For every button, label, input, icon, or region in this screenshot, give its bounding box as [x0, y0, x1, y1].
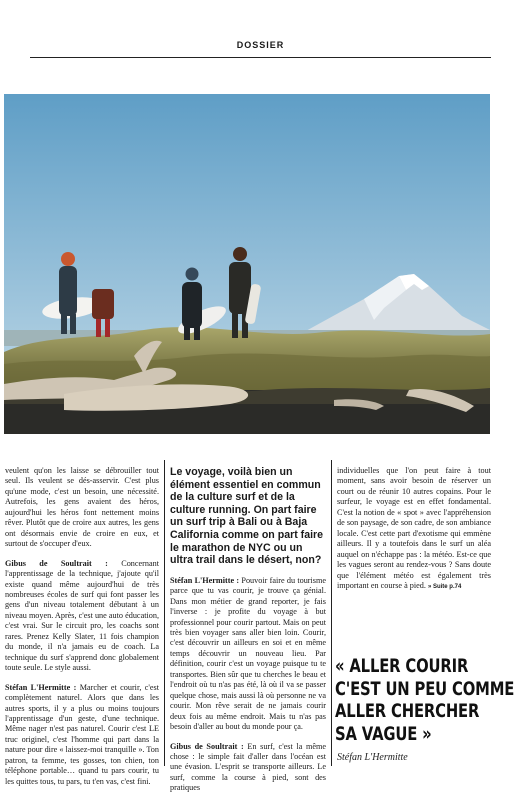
pull-quote: « ALLER COURIR C'EST UN PEU COMME ALLER CHERCHER SA VAGUE »	[335, 656, 515, 745]
column-rule	[164, 460, 165, 766]
paragraph-text: Pouvoir faire du tourisme parce que tu vas courir, je trouve ça génial. Dans mon métier de grand reporter, je fais l'inverse : je profite du voyage à but professionnel pour courir partout. Mais on peut très bien voyager sans aller bien loin. Courir, c'est découvrir un ailleurs en soi et en même temps découvrir un nouveau lieu. Par définition, courir c'est un voyage puisque tu te transportes. Bien sûr que tu cherches le beau et l'endroit où tu n'as pas été, là où il va se passer quelque chose, mais aussi là où personne ne va courir. Mon rêve serait de ne jamais courir deux fois au même endroit. Mais tu n'as pas besoin d'aller au bout du monde pour ça.	[170, 575, 326, 732]
speaker-name: Gibus de Soultrait :	[170, 741, 244, 751]
article-column-3	[337, 466, 491, 601]
surfers-beach-photo	[4, 94, 490, 434]
paragraph	[5, 683, 159, 788]
continued-link[interactable]: » Suite p.74	[427, 583, 462, 590]
paragraph-text: Concernant l'apprentissage de la technique, j'ajoute qu'il existe quand même aujourd'hui de très nombreuses écoles de surf qui font passer les gens d'un niveau totalement débutant à un niveau moyen. Après, c'est une auto éducation, c'est vrai. Sur le circuit pro, les coachs sont rares. Prenez Kelly Slater, 11 fois champion du monde, il n'a jamais eu de coach. La technique du surf s'apprend donc globalement toute seule. Le style aussi.	[5, 558, 159, 673]
pull-quote-author: Stéfan L'Hermitte	[337, 752, 408, 763]
speaker-name: Stéfan L'Hermitte :	[170, 575, 240, 585]
page-header	[30, 38, 491, 58]
paragraph: veulent qu'on les laisse se débrouiller tout seul. Ils veulent se dés-asservir. C'est plus qu'une mode, c'est un besoin, une nécessité. Autrefois, les gens avaient des héros, aujourd'hui les héros font nettement moins rêver. Plutôt que de croire aux autres, les gens ont désormais envie de croire en eux, et surtout de s'occuper d'eux.	[5, 466, 159, 549]
paragraph	[5, 559, 159, 674]
speaker-name: Stéfan L'Hermitte :	[5, 682, 77, 692]
header-rule	[30, 57, 491, 58]
column-rule	[331, 460, 332, 766]
section-label: DOSSIER	[236, 40, 285, 50]
paragraph-text: En surf, c'est la même chose : le simple fait d'aller dans l'océan est une évasion. L'esprit se transporte ailleurs. Le surf, comme la course à pied, sont des pratiques	[170, 741, 326, 793]
paragraph	[170, 742, 326, 794]
paragraph-text: Marcher et courir, c'est complètement naturel. Alors que dans les autres sports, il y a plus ou moins toujours l'apprentissage d'un geste, d'une technique. Même nager n'est pas naturel. Courir c'est LE truc originel, c'est l'homme qui part dans la nature pour dire « laissez-moi tranquille ». Ton patron, ta femme, tes gosses, ton chien, ton téléphone portable… quand tu pars courir, tu les quittes tous, tu pars, tu t'en vas, c'est fini.	[5, 682, 159, 786]
article-column-2	[170, 466, 326, 803]
paragraph	[337, 466, 491, 592]
article-column-1	[5, 466, 159, 796]
speaker-name: Gibus de Soultrait :	[5, 558, 108, 568]
lead-question: Le voyage, voilà bien un élément essentiel en commun de la culture surf et de la culture running. On part faire un surf trip à Bali ou à Baja California comme on part faire le marathon de NYC ou un ultra trail dans le désert, non?	[170, 466, 324, 567]
paragraph	[170, 576, 326, 733]
paragraph-text: individuelles que l'on peut faire à tout moment, sans avoir besoin de réserver un court ou de réunir 10 autres copains. Pour le surfeur, le voyage est en effet fondamental. C'est la notion de « spot » avec l'appréhension de son paysage, de son cadre, de son ambiance locale. C'est cette part d'exotisme qui emmène ailleurs. Il y a toutefois dans le surf un aléa auquel on n'échappe pas : la météo. Est-ce que les vagues seront au rendez-vous ? Sans doute que l'élément météo est également très important en course à pied.	[337, 466, 491, 590]
